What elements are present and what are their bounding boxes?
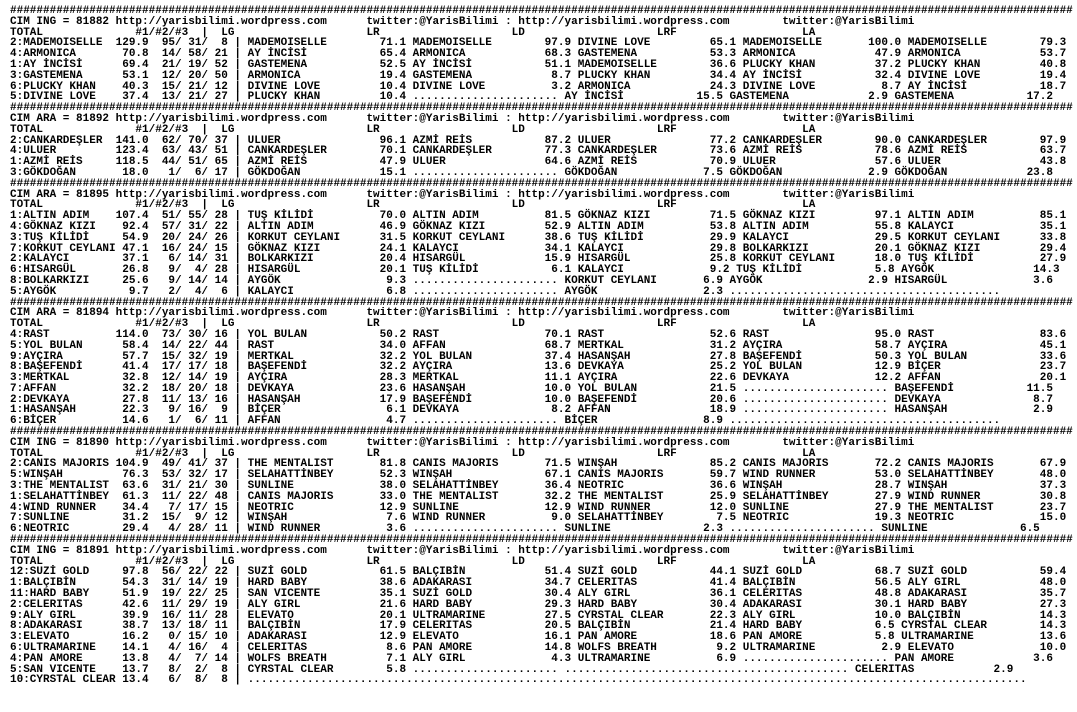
separator-line: ################################################################################################################################################################# (10, 177, 1073, 190)
data-row: 3:ELEVATO 16.2 0/ 15/ 10 | ADAKARASI 12.9 ELEVATO 16.1 PAN AMORE 18.6 PAN AMORE 5.8 ULTRAMARINE 13.6 (10, 631, 1067, 644)
data-row: 2:CANKARDEŞLER 141.0 62/ 70/ 37 | ULUER 96.1 AZMİ REİS 87.2 ULUER 77.2 CANKARDEŞLER 90.0 CANKARDEŞLER 97.9 (10, 134, 1067, 147)
column-header-line: TOTAL #1/#2/#3 | LG LR LD LRF LA (10, 199, 816, 212)
data-row: 1:SELAHATTİNBEY 61.3 11/ 22/ 48 | CANIS MAJORIS 33.0 THE MENTALIST 32.2 THE MENTALIST 25.9 SELAHATTİNBEY 27.9 WIND RUNNER 30.8 (10, 490, 1067, 503)
data-row: 8:ADAKARASI 38.7 13/ 18/ 11 | BALÇIBİN 17.9 CELERITAS 20.5 BALÇIBİN 21.4 HARD BABY 6.5 CYRSTAL CLEAR 14.3 (10, 620, 1067, 633)
data-row: 5:AYGÖK 9.7 2/ 4/ 6 | KALAYCI 6.8 ...................... AYGÖK 2.3 ......................................... (10, 285, 1001, 298)
separator-line: ################################################################################################################################################################# (10, 534, 1073, 547)
data-row: 6:PLUCKY KHAN 40.3 15/ 21/ 12 | DIVINE LOVE 10.4 DIVINE LOVE 3.2 ARMONICA 24.3 DIVINE LOVE 8.7 AY İNCİSİ 18.7 (10, 80, 1067, 93)
separator-line: ################################################################################################################################################################# (10, 102, 1073, 115)
data-row: 5:DIVINE LOVE 37.4 13/ 21/ 27 | PLUCKY KHAN 10.4 ...................... AY İNCİSİ 15.5 GASTEMENA 2.9 GASTEMENA 17.2 (10, 91, 1053, 104)
data-row: 2:DEVKAYA 27.8 11/ 13/ 16 | HASANŞAH 17.9 BAŞEFENDİ 10.0 BAŞEFENDİ 20.6 ...................... DEVKAYA 8.7 (10, 393, 1053, 406)
separator-line: ################################################################################################################################################################# (10, 426, 1073, 439)
data-row: 3:GÖKDOĞAN 18.0 1/ 6/ 17 | GÖKDOĞAN 15.1 ...................... GÖKDOĞAN 7.5 GÖKDOĞAN 2.9 GÖKDOĞAN 23.8 (10, 166, 1053, 179)
race-header-line: CIM ARA = 81892 http://yarisbilimi.wordpress.com twitter:@YarisBilimi : http://yarisbilimi.wordpress.com twitter:@YarisBilimi (10, 112, 915, 125)
data-row: 3:MERTKAL 32.8 12/ 14/ 19 | AYÇIRA 28.3 MERTKAL 11.1 AYÇIRA 22.6 DEVKAYA 12.2 AFFAN 20.1 (10, 372, 1067, 385)
data-row: 1:BALÇIBİN 54.3 31/ 14/ 19 | HARD BABY 38.6 ADAKARASI 34.7 CELERITAS 41.4 BALÇIBİN 56.5 ALY GIRL 48.0 (10, 577, 1067, 590)
data-row: 9:AYÇIRA 57.7 15/ 32/ 19 | MERTKAL 32.2 YOL BULAN 37.4 HASANŞAH 27.8 BAŞEFENDİ 50.3 YOL BULAN 33.6 (10, 350, 1067, 363)
data-row: 8:BAŞEFENDİ 41.4 17/ 17/ 18 | BAŞEFENDİ 32.2 AYÇIRA 13.6 DEVKAYA 25.2 YOL BULAN 12.9 BİÇER 23.7 (10, 361, 1067, 374)
race-header-line: CIM ING = 81890 http://yarisbilimi.wordpress.com twitter:@YarisBilimi : http://yarisbilimi.wordpress.com twitter:@YarisBilimi (10, 436, 915, 449)
data-row: 5:YOL BULAN 58.4 14/ 22/ 44 | RAST 34.0 AFFAN 68.7 MERTKAL 31.2 AYÇIRA 58.7 AYÇIRA 45.1 (10, 339, 1067, 352)
data-row: 2:KALAYCI 37.1 6/ 14/ 31 | BOLKARKIZI 20.4 HISARGÜL 15.9 HISARGÜL 25.8 KORKUT CEYLANI 18.0 TUŞ KİLİDİ 27.9 (10, 253, 1067, 266)
column-header-line: TOTAL #1/#2/#3 | LG LR LD LRF LA (10, 26, 816, 39)
data-row: 4:GÖKNAZ KIZI 92.4 57/ 31/ 22 | ALTIN ADIM 46.9 GÖKNAZ KIZI 52.9 ALTIN ADIM 53.8 ALTIN ADIM 55.8 KALAYCI 35.1 (10, 220, 1067, 233)
data-row: 7:SUNLINE 31.2 15/ 9/ 12 | WINŞAH 7.6 WIND RUNNER 9.0 SELAHATTİNBEY 7.5 NEOTRIC 19.3 NEOTRIC 15.0 (10, 512, 1067, 525)
data-row: 3:TUŞ KİLİDİ 54.9 20/ 24/ 26 | KORKUT CEYLANI 31.5 KORKUT CEYLANI 38.6 TUŞ KİLİDİ 29.9 KALAYCI 29.5 KORKUT CEYLANI 33.8 (10, 231, 1067, 244)
data-row: 4:WIND RUNNER 34.4 7/ 17/ 15 | NEOTRIC 12.9 SUNLINE 12.9 WIND RUNNER 12.0 SUNLINE 27.9 THE MENTALIST 23.7 (10, 501, 1067, 514)
separator-line: ################################################################################################################################################################# (10, 296, 1073, 309)
data-row: 1:HASANŞAH 22.3 9/ 16/ 9 | BİÇER 6.1 DEVKAYA 8.2 AFFAN 18.9 ...................... HASANŞAH 2.9 (10, 404, 1053, 417)
data-row: 4:ARMONICA 70.8 14/ 58/ 21 | AY İNCİSİ 65.4 ARMONICA 68.3 GASTEMENA 53.3 ARMONICA 47.9 ARMONICA 53.7 (10, 48, 1067, 61)
data-row: 10:CYRSTAL CLEAR 13.4 6/ 8/ 8 | ...................................................................................................................... (10, 674, 1027, 687)
data-row: 9:ALY GIRL 39.9 16/ 11/ 28 | ELEVATO 20.1 ULTRAMARINE 27.5 CYRSTAL CLEAR 22.3 ALY GIRL 10.0 BALÇIBİN 14.3 (10, 609, 1067, 622)
column-header-line: TOTAL #1/#2/#3 | LG LR LD LRF LA (10, 318, 816, 331)
data-row: 5:WINŞAH 76.3 53/ 32/ 17 | SELAHATTİNBEY 52.3 WINŞAH 67.1 CANIS MAJORIS 59.7 WIND RUNNER 53.0 SELAHATTİNBEY 48.0 (10, 469, 1067, 482)
column-header-line: TOTAL #1/#2/#3 | LG LR LD LRF LA (10, 555, 816, 568)
data-row: 12:SUZİ GOLD 97.8 56/ 22/ 22 | SUZİ GOLD 61.5 BALÇIBİN 51.4 SUZİ GOLD 44.1 SUZİ GOLD 68.7 SUZİ GOLD 59.4 (10, 566, 1067, 579)
data-row: 2:MADEMOISELLE 129.9 95/ 31/ 8 | MADEMOISELLE 71.1 MADEMOISELLE 97.9 DIVINE LOVE 65.1 MADEMOISELLE 100.0 MADEMOISELLE 79.3 (10, 37, 1067, 50)
data-row: 5:SAN VICENTE 13.7 8/ 2/ 8 | CYRSTAL CLEAR 5.8 ...................... ........................................... CELERITAS 2.9 (10, 663, 1014, 676)
column-header-line: TOTAL #1/#2/#3 | LG LR LD LRF LA (10, 123, 816, 136)
data-row: 7:KORKUT CEYLANI 47.1 16/ 24/ 15 | GÖKNAZ KIZI 24.1 KALAYCI 34.1 KALAYCI 29.8 BOLKARKIZI 20.1 GÖKNAZ KIZI 29.4 (10, 242, 1067, 255)
data-row: 2:CANIS MAJORIS 104.9 49/ 41/ 37 | THE MENTALIST 81.8 CANIS MAJORIS 71.5 WINŞAH 85.2 CANIS MAJORIS 72.2 CANIS MAJORIS 67.9 (10, 458, 1067, 471)
separator-line: ################################################################################################################################################################# (10, 5, 1073, 17)
column-header-line: TOTAL #1/#2/#3 | LG LR LD LRF LA (10, 447, 816, 460)
data-row: 4:ULUER 123.4 63/ 43/ 51 | CANKARDEŞLER 70.1 CANKARDEŞLER 77.3 CANKARDEŞLER 73.6 AZMİ REİS 78.6 AZMİ REİS 63.7 (10, 145, 1067, 158)
data-row: 4:RAST 114.0 73/ 30/ 16 | YOL BULAN 50.2 RAST 70.1 RAST 52.6 RAST 95.0 RAST 83.6 (10, 328, 1067, 341)
race-header-line: CIM ING = 81891 http://yarisbilimi.wordpress.com twitter:@YarisBilimi : http://yarisbilimi.wordpress.com twitter:@YarisBilimi (10, 544, 915, 557)
race-header-line: CIM ARA = 81895 http://yarisbilimi.wordpress.com twitter:@YarisBilimi : http://yarisbilimi.wordpress.com twitter:@YarisBilimi (10, 188, 915, 201)
data-row: 3:GASTEMENA 53.1 12/ 20/ 50 | ARMONICA 19.4 GASTEMENA 8.7 PLUCKY KHAN 34.4 AY İNCİSİ 32.4 DIVINE LOVE 19.4 (10, 69, 1067, 82)
race-header-line: CIM ARA = 81894 http://yarisbilimi.wordpress.com twitter:@YarisBilimi : http://yarisbilimi.wordpress.com twitter:@YarisBilimi (10, 307, 915, 320)
data-row: 7:AFFAN 32.2 18/ 20/ 18 | DEVKAYA 23.6 HASANŞAH 10.0 YOL BULAN 21.5 ...................... BAŞEFENDİ 11.5 (10, 382, 1053, 395)
data-row: 3:THE MENTALIST 63.6 31/ 21/ 30 | SUNLINE 38.0 SELAHATTİNBEY 36.4 NEOTRIC 36.6 WINŞAH 28.7 WINŞAH 37.3 (10, 480, 1067, 493)
data-row: 1:AY İNCİSİ 69.4 21/ 19/ 52 | GASTEMENA 52.5 AY İNCİSİ 51.1 MADEMOISELLE 36.6 PLUCKY KHAN 37.2 PLUCKY KHAN 40.8 (10, 58, 1067, 71)
data-row: 6:HISARGÜL 26.8 9/ 4/ 28 | HISARGÜL 20.1 TUŞ KİLİDİ 6.1 KALAYCI 9.2 TUŞ KİLİDİ 5.8 AYGÖK 14.3 (10, 264, 1060, 277)
data-row: 2:CELERITAS 42.6 11/ 29/ 19 | ALY GIRL 21.6 HARD BABY 29.3 HARD BABY 30.4 ADAKARASI 30.1 HARD BABY 27.3 (10, 598, 1067, 611)
data-row: 1:ALTIN ADIM 107.4 51/ 55/ 28 | TUŞ KİLİDİ 70.0 ALTIN ADIM 81.5 GÖKNAZ KIZI 71.5 GÖKNAZ KIZI 97.1 ALTIN ADIM 85.1 (10, 210, 1067, 223)
data-row: 4:PAN AMORE 13.8 4/ 7/ 14 | WOLFS BREATH 7.1 ALY GIRL 4.3 ULTRAMARINE 6.9 ...................... PAN AMORE 3.6 (10, 652, 1053, 665)
data-row: 6:NEOTRIC 29.4 4/ 28/ 11 | WIND RUNNER 3.6 ...................... SUNLINE 2.3 ...................... SUNLINE 6.5 (10, 523, 1040, 536)
race-header-line: CIM ING = 81882 http://yarisbilimi.wordpress.com twitter:@YarisBilimi : http://yarisbilimi.wordpress.com twitter:@YarisBilimi (10, 15, 915, 28)
data-row: 6:BİÇER 14.6 1/ 6/ 11 | AFFAN 4.7 ...................... BİÇER 8.9 ......................................... (10, 415, 1001, 428)
data-row: 1:AZMİ REİS 118.5 44/ 51/ 65 | AZMİ REİS 47.9 ULUER 64.6 AZMİ REİS 70.9 ULUER 57.6 ULUER 43.8 (10, 156, 1067, 169)
data-row: 8:BOLKARKIZI 25.6 9/ 14/ 14 | AYGÖK 9.3 ...................... KORKUT CEYLANI 6.9 AYGÖK 2.9 HISARGÜL 3.6 (10, 274, 1053, 287)
data-row: 11:HARD BABY 51.9 19/ 22/ 25 | SAN VICENTE 35.1 SUZİ GOLD 30.4 ALY GIRL 36.1 CELERITAS 48.8 ADAKARASI 35.7 (10, 588, 1067, 601)
data-row: 6:ULTRAMARINE 14.1 4/ 16/ 4 | CELERITAS 8.6 PAN AMORE 14.8 WOLFS BREATH 9.2 ULTRAMARINE 2.9 ELEVATO 10.0 (10, 642, 1067, 655)
